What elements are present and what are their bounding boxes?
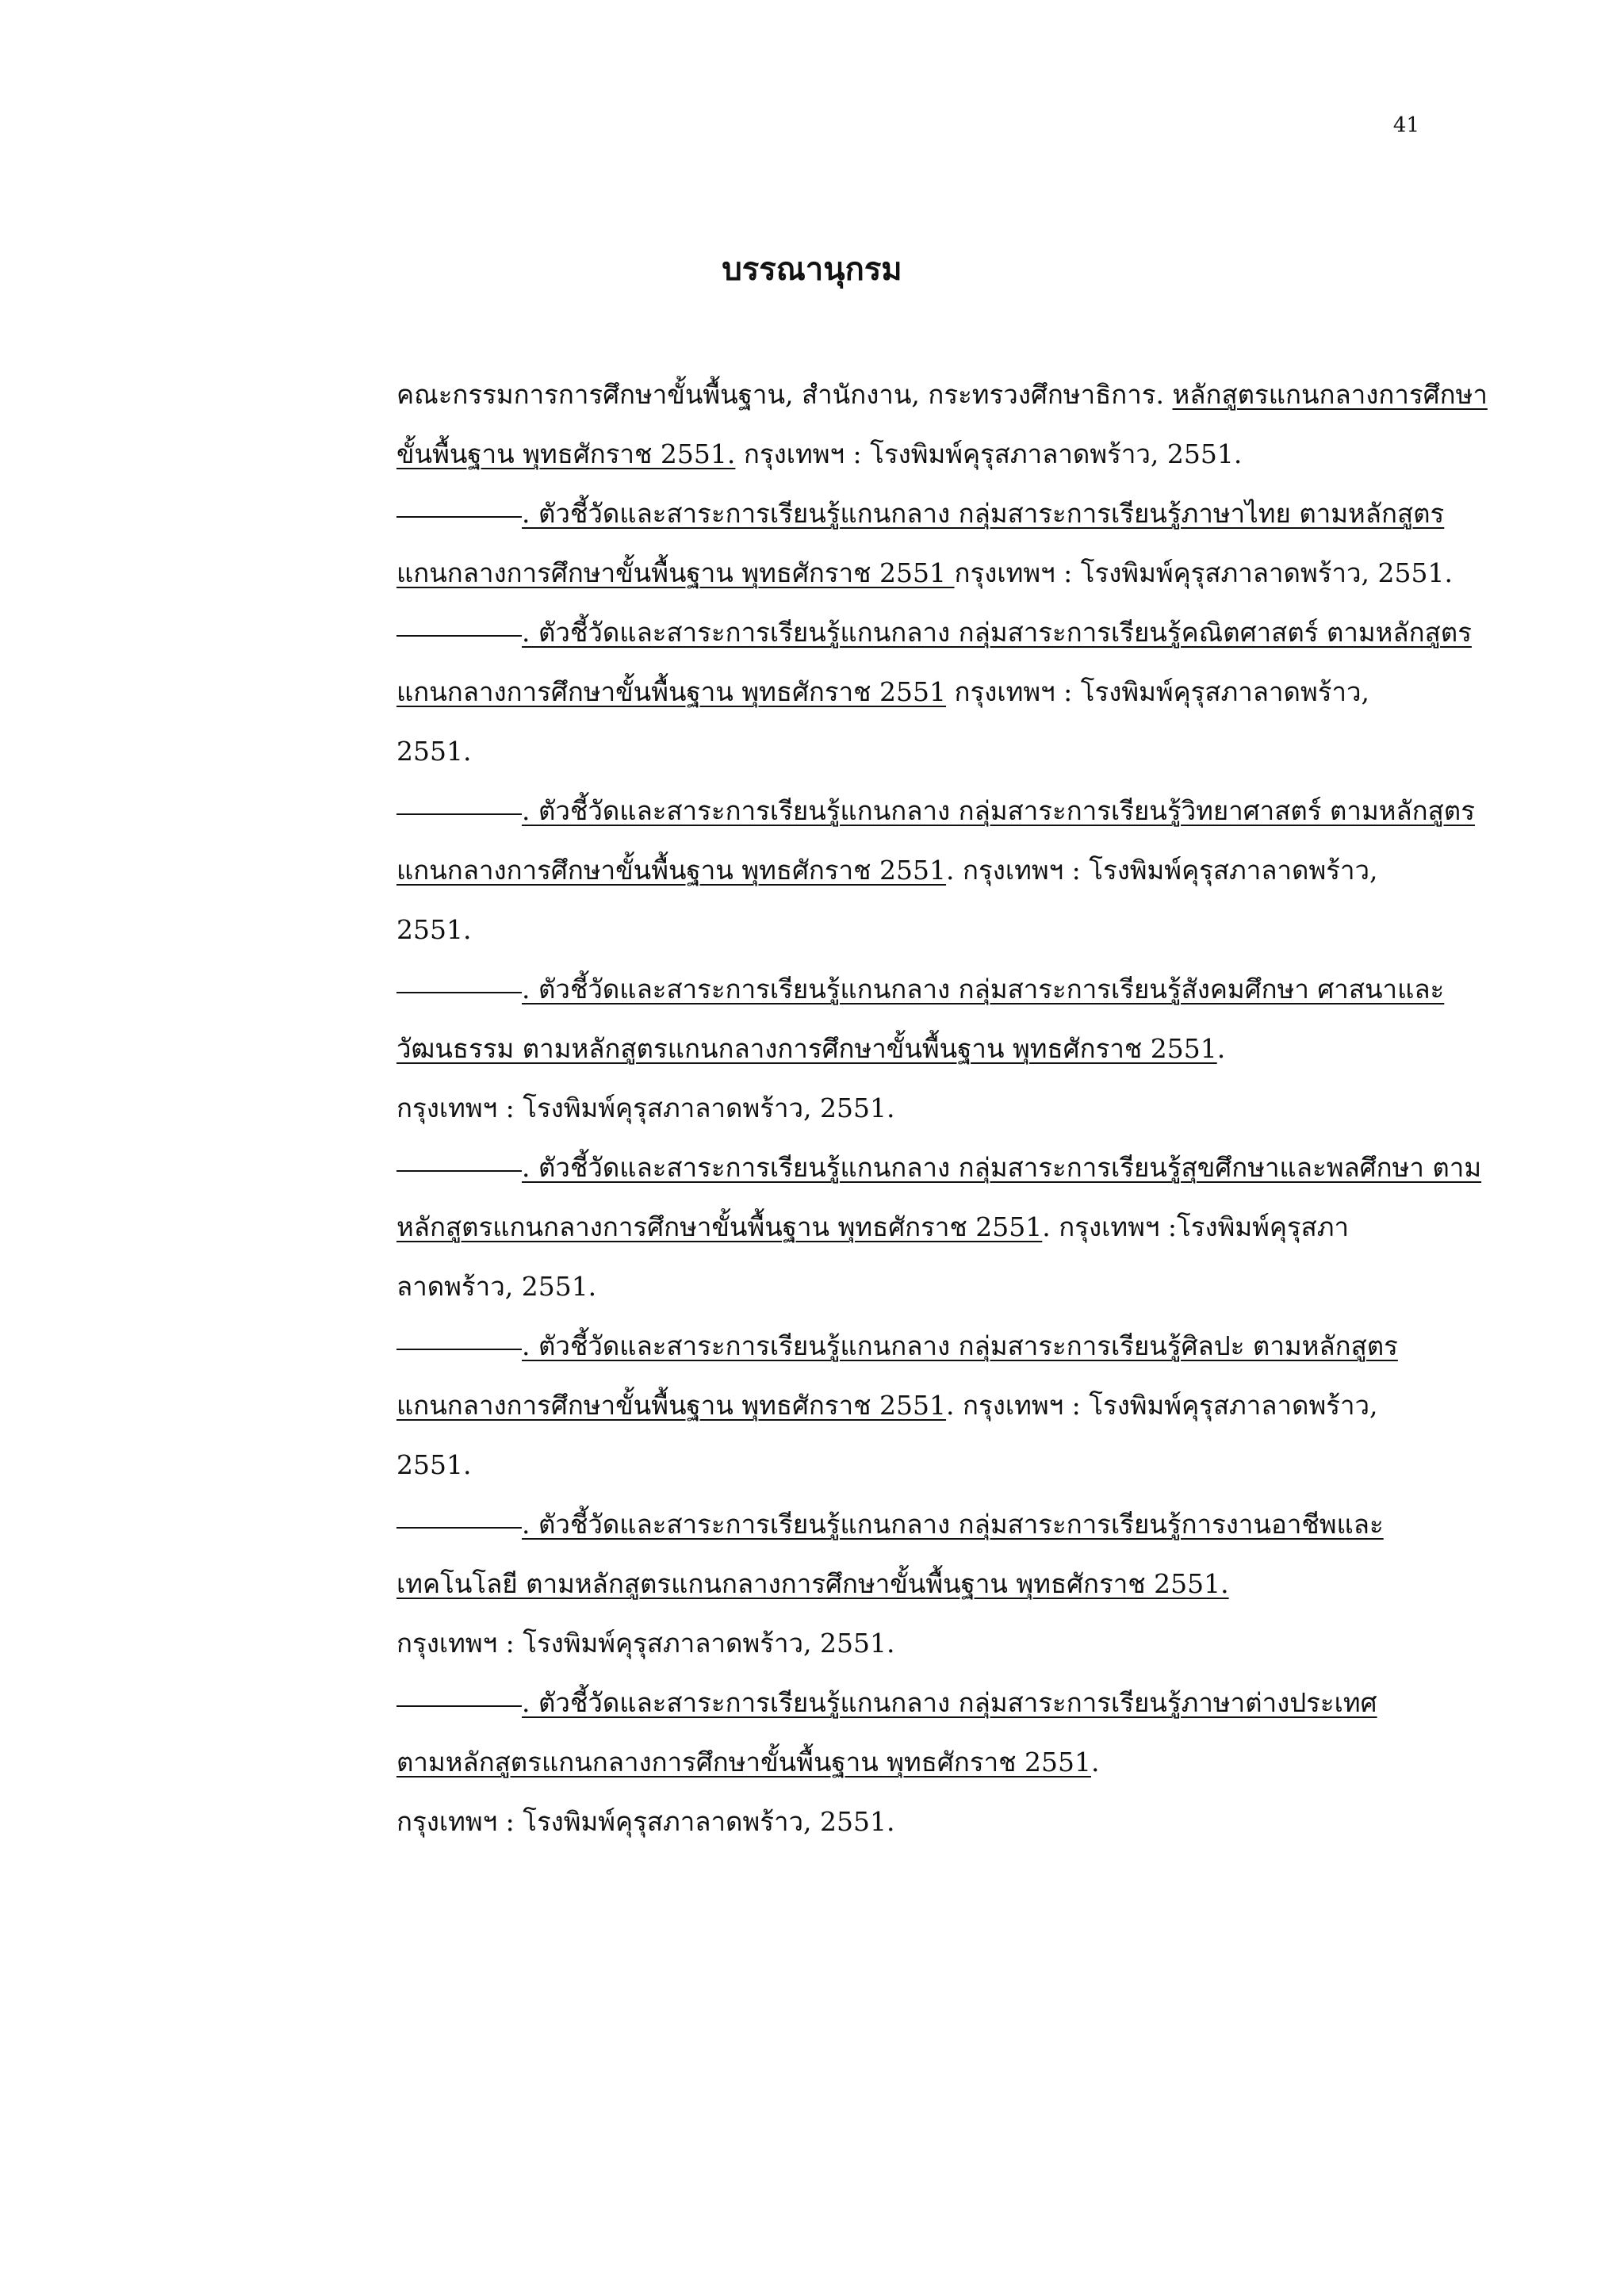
entry-publisher: กรุงเทพฯ : โรงพิมพ์คุรุสภาลาดพร้าว, 2551. — [396, 1806, 895, 1837]
entry-line — [396, 365, 1488, 424]
entry-line — [396, 662, 1438, 721]
bibliography-entry — [271, 1673, 1438, 1851]
repeat-author-rule — [396, 1349, 522, 1350]
entry-title: แกนกลางการศึกษาขั้นพื้นฐาน พุทธศักราช 2551 — [396, 676, 947, 707]
entry-title: หลักสูตรแกนกลางการศึกษา — [1172, 379, 1488, 410]
entry-line — [396, 1197, 1438, 1257]
entry-title: . ตัวชี้วัดและสาระการเรียนรู้แกนกลาง กลุ่มสาระการเรียนรู้คณิตศาสตร์ ตามหลักสูตร — [522, 617, 1472, 648]
entry-line — [396, 1376, 1438, 1435]
entry-line — [396, 1554, 1438, 1613]
entry-line — [396, 424, 1438, 484]
repeat-author-rule — [396, 516, 522, 518]
entry-line — [396, 484, 1445, 543]
entry-line — [396, 1138, 1482, 1197]
entry-title: แกนกลางการศึกษาขั้นพื้นฐาน พุทธศักราช 2551 — [396, 557, 955, 588]
entry-publisher: 2551. — [396, 736, 472, 767]
entry-line — [396, 1673, 1438, 1732]
entry-title: วัฒนธรรม ตามหลักสูตรแกนกลางการศึกษาขั้นพื้นฐาน พุทธศักราช 2551 — [396, 1033, 1217, 1064]
repeat-author-rule — [396, 1527, 522, 1529]
entry-title: หลักสูตรแกนกลางการศึกษาขั้นพื้นฐาน พุทธศักราช 2551 — [396, 1211, 1043, 1242]
entry-title: ขั้นพื้นฐาน พุทธศักราช 2551. — [396, 438, 736, 469]
entry-publisher: . กรุงเทพฯ :โรงพิมพ์คุรุสภา — [1042, 1211, 1350, 1242]
entry-publisher: กรุงเทพฯ : โรงพิมพ์คุรุสภาลาดพร้าว, 2551. — [735, 438, 1243, 469]
entry-publisher: กรุงเทพฯ : โรงพิมพ์คุรุสภาลาดพร้าว, 2551. — [396, 1093, 895, 1123]
entry-title: . ตัวชี้วัดและสาระการเรียนรู้แกนกลาง กลุ่มสาระการเรียนรู้ภาษาไทย ตามหลักสูตร — [522, 498, 1445, 529]
entry-line — [396, 1613, 1438, 1673]
bibliography-list — [271, 365, 1488, 1851]
repeat-author-rule — [396, 992, 522, 993]
entry-publisher: 2551. — [396, 914, 472, 945]
entry-publisher: . กรุงเทพฯ : โรงพิมพ์คุรุสภาลาดพร้าว, — [946, 1390, 1378, 1421]
bibliography-entry — [271, 1138, 1482, 1316]
entry-publisher: กรุงเทพฯ : โรงพิมพ์คุรุสภาลาดพร้าว, — [946, 676, 1370, 707]
entry-line — [396, 900, 1438, 959]
entry-publisher: 2551. — [396, 1449, 472, 1480]
repeat-author-rule — [396, 1170, 522, 1172]
entry-title: . ตัวชี้วัดและสาระการเรียนรู้แกนกลาง กลุ่มสาระการเรียนรู้สังคมศึกษา ศาสนาและ — [522, 974, 1445, 1004]
entry-title: เทคโนโลยี ตามหลักสูตรแกนกลางการศึกษาขั้นพื้นฐาน พุทธศักราช 2551. — [396, 1568, 1229, 1599]
entry-title: . ตัวชี้วัดและสาระการเรียนรู้แกนกลาง กลุ่มสาระการเรียนรู้ศิลปะ ตามหลักสูตร — [522, 1330, 1398, 1361]
entry-author: คณะกรรมการการศึกษาขั้นพื้นฐาน, สำนักงาน, กระทรวงศึกษาธิการ. — [396, 379, 1173, 410]
entry-line — [396, 840, 1438, 900]
entry-line — [396, 1792, 1438, 1851]
entry-publisher: ลาดพร้าว, 2551. — [396, 1271, 597, 1302]
bibliography-entry — [271, 603, 1472, 781]
entry-publisher: . — [1090, 1747, 1100, 1777]
entry-publisher: . กรุงเทพฯ : โรงพิมพ์คุรุสภาลาดพร้าว, — [946, 855, 1378, 886]
entry-title: แกนกลางการศึกษาขั้นพื้นฐาน พุทธศักราช 2551 — [396, 855, 947, 886]
entry-line — [396, 1435, 1438, 1494]
entry-title: . ตัวชี้วัดและสาระการเรียนรู้แกนกลาง กลุ่มสาระการเรียนรู้การงานอาชีพและ — [522, 1509, 1384, 1540]
entry-publisher: กรุงเทพฯ : โรงพิมพ์คุรุสภาลาดพร้าว, 2551. — [954, 557, 1453, 588]
entry-title: . ตัวชี้วัดและสาระการเรียนรู้แกนกลาง กลุ่มสาระการเรียนรู้ภาษาต่างประเทศ — [522, 1687, 1377, 1718]
entry-line — [396, 1316, 1438, 1376]
entry-line — [396, 1494, 1438, 1554]
entry-title: แกนกลางการศึกษาขั้นพื้นฐาน พุทธศักราช 2551 — [396, 1390, 947, 1421]
repeat-author-rule — [396, 1705, 522, 1707]
entry-line — [396, 959, 1445, 1019]
entry-line — [396, 1078, 1438, 1138]
entry-line — [396, 1732, 1438, 1792]
repeat-author-rule — [396, 813, 522, 815]
entry-title: ตามหลักสูตรแกนกลางการศึกษาขั้นพื้นฐาน พุทธศักราช 2551 — [396, 1747, 1091, 1777]
entry-line — [396, 603, 1472, 662]
bibliography-entry — [271, 365, 1488, 484]
entry-publisher: กรุงเทพฯ : โรงพิมพ์คุรุสภาลาดพร้าว, 2551. — [396, 1628, 895, 1659]
page-number: 41 — [1392, 113, 1419, 137]
bibliography-entry — [271, 484, 1453, 603]
entry-line — [396, 1019, 1438, 1078]
bibliography-entry — [271, 1316, 1438, 1494]
repeat-author-rule — [396, 635, 522, 637]
bibliography-entry — [271, 781, 1475, 959]
entry-line — [396, 1257, 1438, 1316]
entry-publisher: . — [1216, 1033, 1226, 1064]
page-title: บรรณานุกรม — [722, 251, 902, 288]
bibliography-entry — [271, 959, 1445, 1138]
entry-line — [396, 721, 1438, 781]
entry-title: . ตัวชี้วัดและสาระการเรียนรู้แกนกลาง กลุ่มสาระการเรียนรู้วิทยาศาสตร์ ตามหลักสูตร — [522, 795, 1475, 826]
entry-line — [396, 781, 1475, 840]
bibliography-entry — [271, 1494, 1438, 1673]
entry-line — [396, 543, 1453, 603]
entry-title: . ตัวชี้วัดและสาระการเรียนรู้แกนกลาง กลุ่มสาระการเรียนรู้สุขศึกษาและพลศึกษา ตาม — [522, 1152, 1482, 1183]
